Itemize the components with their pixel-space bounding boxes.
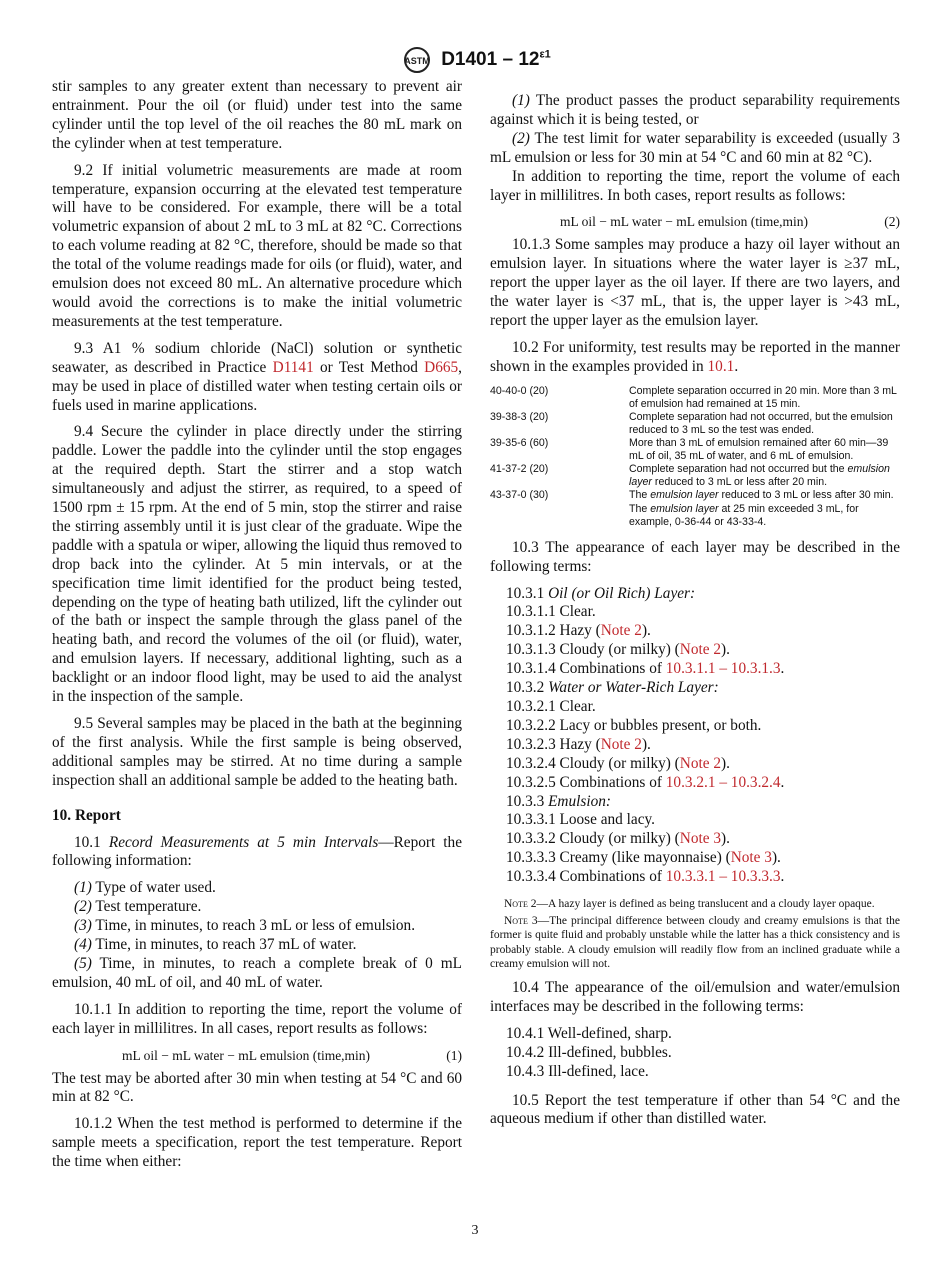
text-run: 10.3.1.1 Clear. (506, 603, 596, 621)
text-run: 10.1 (74, 833, 109, 851)
text-run: or Test Method (313, 358, 425, 376)
text-run: 10.1.1 In addition to reporting the time, report the volume of each layer in millilitres. In all cases, report results as follows: (52, 1000, 462, 1037)
cross-reference-link[interactable]: Note 2 (600, 622, 642, 640)
list-item (52, 936, 462, 955)
cross-reference-link[interactable]: 10.3.3.1 – 10.3.3.3 (665, 868, 781, 886)
text-run: In addition to reporting the time, report the volume of each layer in millilitres. In both cases, report results as follows: (490, 167, 900, 204)
text-run: Type of water used. (91, 879, 216, 897)
text-run: Note (504, 898, 528, 911)
right-column (490, 78, 900, 1137)
text-run: More than 3 mL of emulsion remained after 60 min—39 mL of oil, 35 mL of water, and 6 mL of emulsion. (629, 437, 889, 463)
text-run: 10.3.3.1 Loose and lacy. (506, 811, 655, 829)
paragraph (52, 162, 462, 332)
paragraph (52, 834, 462, 872)
text-run: 10.3.3 (506, 792, 549, 810)
text-run: (1) (512, 92, 530, 109)
body-columns (0, 78, 950, 1214)
text-run: 10.1.2 When the test method is performed to determine if the sample meets a specification, report the test temperature. Report the time when either: (52, 1115, 462, 1171)
text-run: ). (641, 735, 651, 753)
text-run: 9.4 Secure the cylinder in place directly under the stirring paddle. Lower the paddle into the cylinder until the stop engages at the required depth. Start the stirrer and a stop watch simultaneously and adjust the stirrer, as required, to a speed of 1500 rpm ± 15 rpm. At the end of 5 min, stop the stirrer and raise the stirring assembly until it is just clear of the graduate. Wipe the paddle with a spatula or wiper, allowing the liquid thus removed to drop back into the cylinder. At 5 min intervals, or at the specification time limit identified for the product being tested, depending on the type of heating bath utilized, lift the cylinder out of the bath or inspect the sample through the glass panel of the heating bath, and record the volumes of the oil (or fluid), water, and emulsion layers. If necessary, additional lighting, such as a backlight or an indoor flood light, may be used to aid the analyst in the inspection of the sample. (52, 423, 462, 706)
result-description (629, 411, 900, 437)
text-run: 10.3.2 (506, 679, 549, 697)
text-run: Time, in minutes, to reach 3 mL or less of emulsion. (91, 917, 416, 935)
astm-logo-icon (399, 46, 435, 74)
text-run: ). (721, 641, 730, 659)
section-heading (52, 807, 462, 826)
cross-reference-link[interactable]: 10.3.1.1 – 10.3.1.3 (665, 660, 781, 678)
text-run: , may be used in place of distilled water when testing certain oils or fuels used in marine applications. (52, 358, 462, 414)
text-run: 10.3.2.4 Cloudy (or milky) ( (506, 754, 680, 772)
text-run: Water or Water-Rich Layer: (548, 679, 719, 697)
text-run: (5) (74, 954, 92, 972)
list-item (52, 879, 462, 898)
text-run: 10.3.3.4 Combinations of (506, 868, 666, 886)
equation-formula: mL oil − mL water − mL emulsion (time,min) (122, 1047, 371, 1063)
text-run: ). (771, 849, 781, 867)
text-run: ). (721, 830, 730, 848)
subsection-item (490, 603, 900, 622)
subsection-item (490, 698, 900, 717)
result-description (629, 489, 900, 528)
document-edition-superscript: ε1 (539, 48, 551, 61)
text-run: Time, in minutes, to reach a complete break of 0 mL emulsion, 40 mL of oil, and 40 mL of water. (52, 954, 462, 991)
subsection-item (490, 868, 900, 887)
text-run: . (780, 868, 785, 886)
text-run: The product passes the product separability requirements against which it is being tested, or (490, 92, 900, 128)
text-run: (1) (74, 879, 92, 897)
note (490, 914, 900, 971)
subsection-item (490, 660, 900, 679)
text-run: (3) (74, 917, 92, 935)
text-run: 10.2 For uniformity, test results may be reported in the manner shown in the examples provided in (490, 338, 900, 375)
subsection-item (490, 774, 900, 793)
text-run: (2) (512, 129, 530, 147)
document-id: D1401 – 12 (441, 49, 540, 71)
text-run: Time, in minutes, to reach 37 mL of water. (91, 936, 357, 954)
text-run: 10.5 Report the test temperature if other than 54 °C and the aqueous medium if other than distilled water. (490, 1091, 900, 1128)
text-run: Oil (or Oil Rich) Layer: (548, 584, 696, 602)
svg-text:ASTM: ASTM (404, 56, 430, 66)
text-run: 10.3.3.3 Creamy (like mayonnaise) ( (506, 849, 731, 867)
paragraph (52, 340, 462, 416)
cross-reference-link[interactable]: Note 3 (679, 830, 721, 848)
text-run: 10.4.3 Ill-defined, lace. (506, 1062, 649, 1080)
table-row (490, 437, 900, 463)
note (490, 897, 900, 911)
text-run: (4) (74, 936, 92, 954)
text-run: 9.3 A1 % sodium chloride (NaCl) solution or synthetic seawater, as described in Practice (52, 339, 462, 376)
result-description (629, 463, 900, 489)
result-code: 43-37-0 (30) (490, 489, 549, 502)
text-run: 10.4.1 Well-defined, sharp. (506, 1024, 672, 1042)
text-run: 10.3.1.2 Hazy ( (506, 622, 601, 640)
table-row (490, 463, 900, 489)
text-run: Complete separation had not occurred, but the emulsion reduced to 3 mL so the test was ended. (629, 410, 893, 436)
text-run: reduced to 3 mL or less after 20 min. (651, 476, 828, 489)
text-run: 2—A hazy layer is defined as being translucent and a cloudy layer opaque. (527, 898, 875, 911)
text-run: (2) (74, 898, 92, 916)
text-run: 10. Report (52, 806, 121, 824)
cross-reference-link[interactable]: Note 2 (600, 735, 642, 753)
paragraph (52, 715, 462, 791)
text-run: . (780, 660, 785, 678)
text-run: 10.3.3.2 Cloudy (or milky) ( (506, 830, 680, 848)
subsection-item (490, 585, 900, 604)
text-run: 10.3.2.5 Combinations of (506, 773, 666, 791)
text-run: 10.4.2 Ill-defined, bubbles. (506, 1043, 672, 1061)
text-run: Record Measurements at 5 min Intervals (108, 833, 379, 851)
equation-formula: mL oil − mL water − mL emulsion (time,min) (560, 214, 809, 230)
text-run: reduced to 3 mL or less after 30 min. The (629, 489, 894, 515)
cross-reference-link[interactable]: D1141 (272, 358, 314, 376)
text-run: The test limit for water separability is exceeded (usually 3 mL emulsion or less for 30 min at 54 °C and 60 min at 82 °C). (490, 129, 900, 166)
page-number: 3 (471, 1223, 479, 1238)
equation-number: (1) (446, 1047, 462, 1063)
page-header (0, 46, 950, 74)
list-item (52, 955, 462, 993)
subsection-item (490, 622, 900, 641)
subsection-item (490, 811, 900, 830)
text-run: Complete separation had not occurred but the (629, 463, 848, 476)
text-run: ). (641, 622, 651, 640)
text-run: The (629, 489, 651, 502)
result-description (629, 385, 900, 411)
list-item (52, 898, 462, 917)
text-run: emulsion layer (650, 489, 719, 502)
cross-reference-link[interactable]: D665 (424, 358, 459, 376)
list-item (52, 917, 462, 936)
text-run: Test temperature. (91, 898, 202, 916)
cross-reference-link[interactable]: 10.1 (707, 357, 735, 375)
cross-reference-link[interactable]: Note 2 (679, 754, 721, 772)
paragraph (52, 78, 462, 154)
paragraph (52, 1001, 462, 1039)
text-run: 10.3.2.1 Clear. (506, 697, 596, 715)
text-run: 10.3.1 (506, 584, 549, 602)
text-run: 10.3.2.2 Lacy or bubbles present, or both. (506, 716, 762, 734)
paragraph (490, 1092, 900, 1130)
paragraph (490, 236, 900, 331)
subsection-item (490, 1044, 900, 1063)
text-run: . (734, 357, 739, 375)
subsection-item (490, 736, 900, 755)
result-code: 39-38-3 (20) (490, 410, 549, 423)
result-code: 40-40-0 (20) (490, 384, 549, 397)
text-run: 9.5 Several samples may be placed in the bath at the beginning of the first analysis. While the first sample is being observed, additional samples may be stirred. At no time during a sample inspection shall an additional sample be added to the heating bath. (52, 715, 462, 789)
text-run: emulsion layer (650, 502, 719, 515)
results-examples-table (490, 385, 900, 529)
text-run: 10.3 The appearance of each layer may be described in the following terms: (490, 538, 900, 575)
paragraph (490, 979, 900, 1017)
text-run: Note (504, 915, 528, 928)
paragraph (52, 423, 462, 707)
paragraph (490, 539, 900, 577)
text-run: ). (721, 754, 730, 772)
subsection-item (490, 641, 900, 660)
list-item (490, 130, 900, 168)
text-run: Emulsion: (548, 792, 611, 810)
result-description (629, 437, 900, 463)
result-code: 41-37-2 (20) (490, 463, 549, 476)
subsection-item (490, 755, 900, 774)
subsection-item (490, 1025, 900, 1044)
text-run: 10.1.3 Some samples may produce a hazy oil layer without an emulsion layer. In situations where the water layer is ≥37 mL, report the upper layer as the oil layer. If there are two layers, and the water layer is <37 mL, that is, the upper layer is >43 mL, report the upper layer as the emulsion layer. (490, 236, 900, 329)
text-run: at 25 min exceeded 3 mL, for example, 0-36-44 or 43-33-4. (629, 502, 859, 528)
text-run: emulsion layer (629, 463, 890, 489)
equation-number: (2) (884, 214, 900, 230)
text-run: . (780, 773, 785, 791)
list-item (490, 92, 900, 130)
cross-reference-link[interactable]: 10.3.2.1 – 10.3.2.4 (665, 773, 781, 791)
subsection-item (490, 679, 900, 698)
paragraph (52, 1070, 462, 1108)
subsection-item (490, 717, 900, 736)
paragraph (52, 1115, 462, 1172)
text-run: 10.3.1.4 Combinations of (506, 660, 666, 678)
text-run: 10.4 The appearance of the oil/emulsion and water/emulsion interfaces may be described in the following terms: (490, 979, 900, 1015)
table-row (490, 385, 900, 411)
table-row (490, 411, 900, 437)
text-run: stir samples to any greater extent than necessary to prevent air entrainment. Pour the oil (or fluid) under test into the same cylinder until the top level of the oil reaches the 80 mL mark on the cylinder when at test temperature. (52, 78, 462, 152)
table-row (490, 489, 900, 528)
subsection-item (490, 793, 900, 812)
text-run: 3—The principal difference between cloudy and creamy emulsions is that the former is quite fluid and probably unstable while the latter has a thick consistency and is probably stable. A cloudy emulsion will readily flow from an inclined graduate while a creamy emulsion will not. (490, 915, 900, 970)
subsection-item (490, 1063, 900, 1082)
cross-reference-link[interactable]: Note 2 (679, 641, 721, 659)
cross-reference-link[interactable]: Note 3 (730, 849, 772, 867)
left-column (52, 78, 462, 1180)
text-run: 10.3.1.3 Cloudy (or milky) ( (506, 641, 680, 659)
text-run: 10.3.2.3 Hazy ( (506, 735, 601, 753)
paragraph (490, 339, 900, 377)
text-run: —Report the following information: (52, 833, 462, 870)
equation (52, 1047, 462, 1066)
paragraph (490, 168, 900, 206)
result-code: 39-35-6 (60) (490, 437, 549, 450)
text-run: Complete separation occurred in 20 min. More than 3 mL of emulsion had remained at 15 min. (629, 384, 897, 410)
subsection-item (490, 849, 900, 868)
subsection-item (490, 830, 900, 849)
equation (490, 213, 900, 232)
text-run: 9.2 If initial volumetric measurements are made at room temperature, expansion occurring at the elevated test temperature will have to be considered. For example, there will be a total volumetric expansion of about 2 mL to 3 mL at 82 °C. Corrections to each volume reading at 82 °C, therefore, should be made so that the total of the volume readings made for oils (or fluid), water, and emulsion does not exceed 80 mL. An alternative procedure which would avoid the corrections is to make the initial volumetric measurements at the test temperature. (52, 161, 462, 330)
text-run: The test may be aborted after 30 min when testing at 54 °C and 60 min at 82 °C. (52, 1069, 462, 1106)
